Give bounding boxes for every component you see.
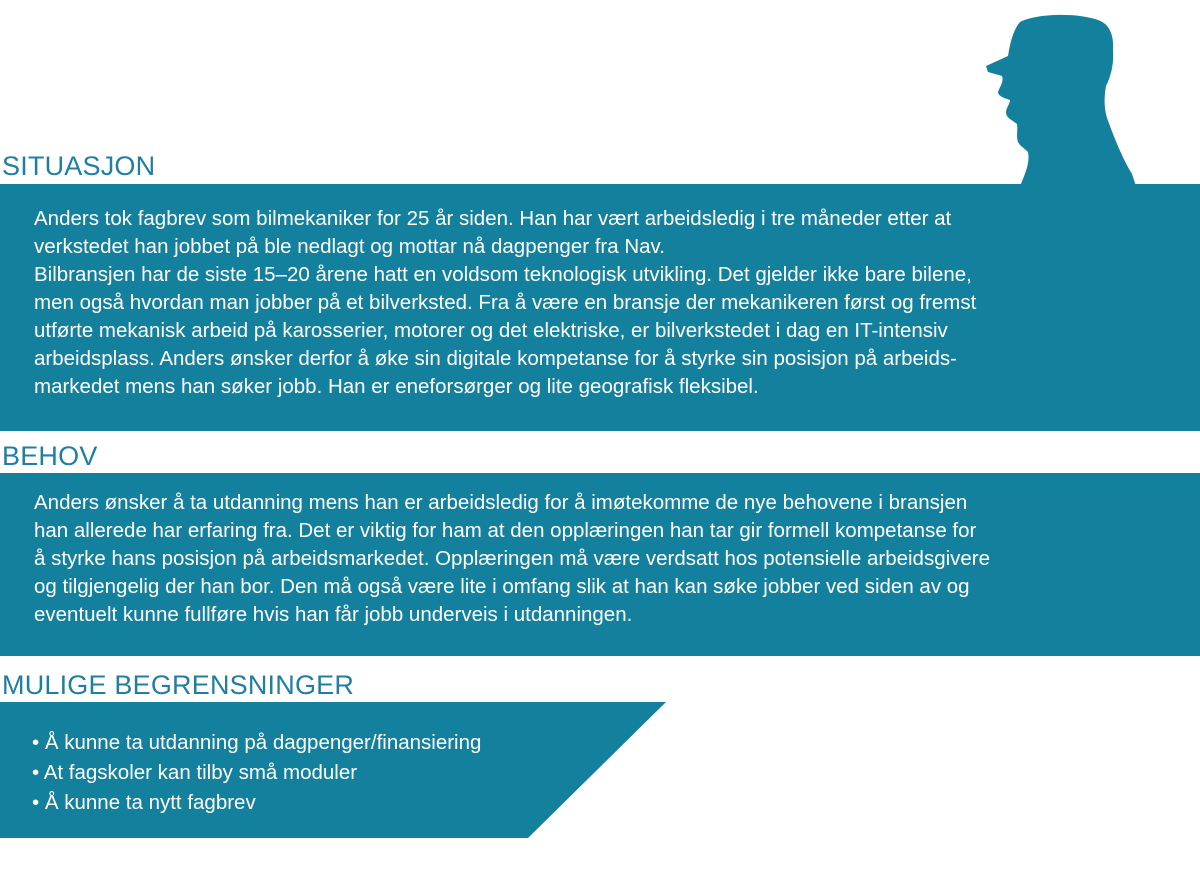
- situation-line: men også hvordan man jobber på et bilverksted. Fra å være en bransje der mekanikeren først og fremst: [34, 291, 977, 314]
- needs-line: og tilgjengelig der han bor. Den må også være lite i omfang slik at han kan søke jobber ved siden av og: [34, 575, 970, 598]
- list-item: • At fagskoler kan tilby små moduler: [32, 761, 358, 784]
- situation-line: arbeidsplass. Anders ønsker derfor å øke sin digitale kompetanse for å styrke sin posisjon på arbeids-: [34, 347, 957, 370]
- person-silhouette-icon: [980, 14, 1140, 186]
- needs-panel: [0, 473, 1200, 656]
- situation-heading: SITUASJON: [2, 151, 156, 181]
- situation-line: markedet mens han søker jobb. Han er eneforsørger og lite geografisk fleksibel.: [34, 375, 759, 398]
- needs-line: å styrke hans posisjon på arbeidsmarkedet. Opplæringen må være verdsatt hos potensielle arbeidsgivere: [34, 547, 991, 570]
- limitations-list: [32, 728, 481, 818]
- list-item: • Å kunne ta nytt fagbrev: [32, 791, 256, 814]
- situation-line: Anders tok fagbrev som bilmekaniker for 25 år siden. Han har vært arbeidsledig i tre måneder etter at: [34, 207, 952, 230]
- needs-line: Anders ønsker å ta utdanning mens han er arbeidsledig for å imøtekomme de nye behovene i bransjen: [34, 491, 968, 514]
- needs-line: eventuelt kunne fullføre hvis han får jobb underveis i utdanningen.: [34, 603, 633, 626]
- situation-line: verkstedet han jobbet på ble nedlagt og mottar nå dagpenger fra Nav.: [34, 235, 665, 258]
- needs-heading: BEHOV: [2, 441, 98, 471]
- situation-line: utførte mekanisk arbeid på karosserier, motorer og det elektriske, er bilverkstedet i dag en IT-intensiv: [34, 319, 948, 342]
- situation-panel: [0, 184, 1200, 431]
- situation-line: Bilbransjen har de siste 15–20 årene hatt en voldsom teknologisk utvikling. Det gjelder ikke bare bilene,: [34, 263, 972, 286]
- limitations-heading: MULIGE BEGRENSNINGER: [2, 670, 355, 700]
- needs-line: han allerede har erfaring fra. Det er viktig for ham at den opplæringen han tar gir formell kompetanse for: [34, 519, 977, 542]
- list-item: • Å kunne ta utdanning på dagpenger/finansiering: [32, 731, 482, 754]
